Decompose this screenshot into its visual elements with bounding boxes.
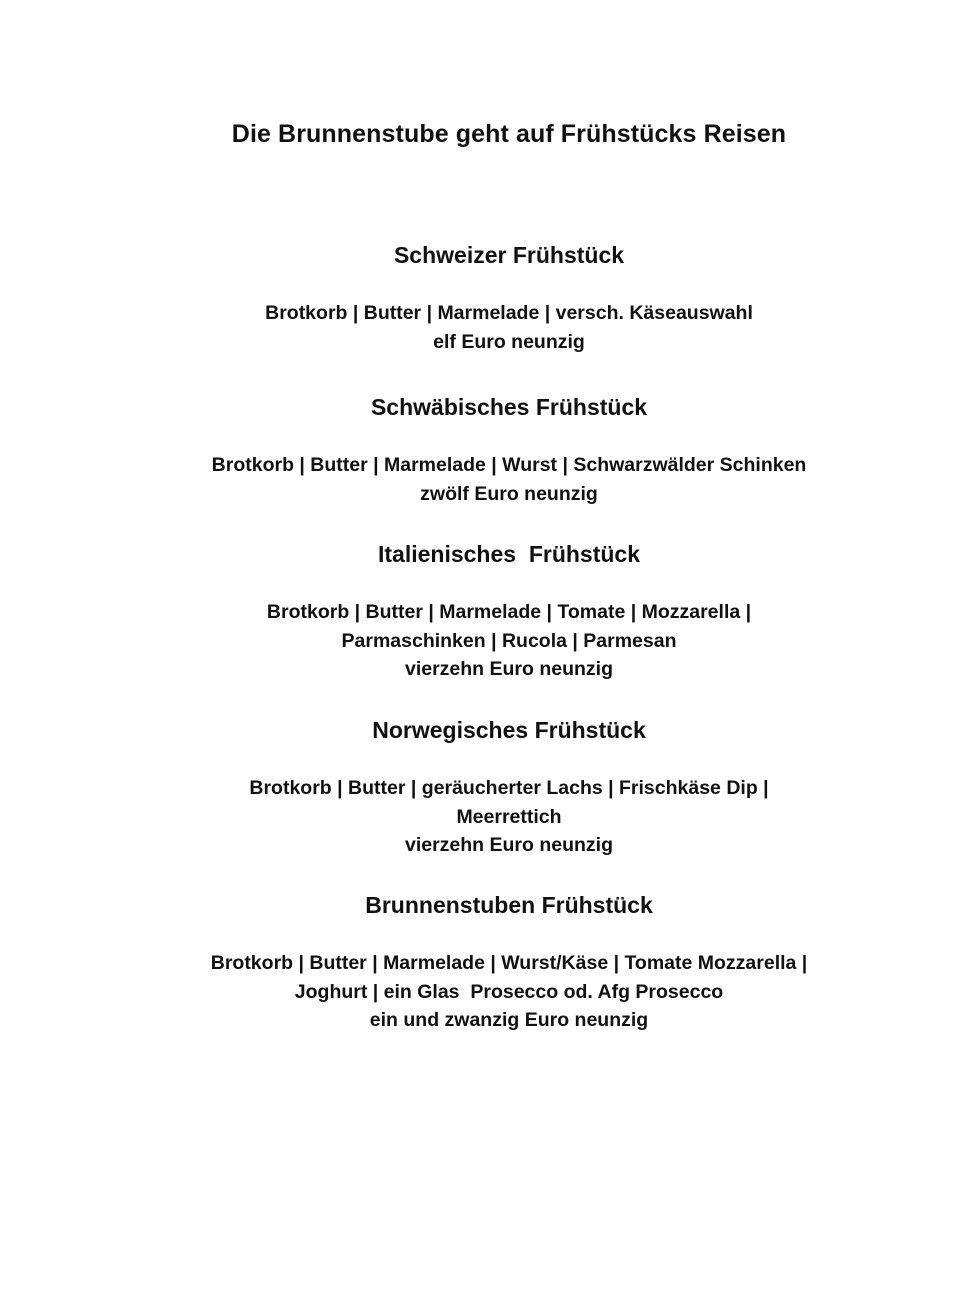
page-title: Die Brunnenstube geht auf Frühstücks Reisen: [231, 120, 787, 148]
item-line: Parmaschinken | Rucola | Parmesan: [341, 629, 677, 652]
item-line: Brotkorb | Butter | Marmelade | Wurst/Käse | Tomate Mozzarella |: [210, 952, 808, 974]
menu-section-schwaebisch: [0, 393, 953, 508]
menu-section-schweizer: [0, 241, 953, 356]
menu-section-brunnenstuben: [0, 891, 953, 1035]
section-heading: Brunnenstuben Frühstück: [365, 892, 653, 918]
section-items: [0, 949, 953, 1006]
section-price: vierzehn Euro neunzig: [404, 658, 614, 680]
item-line: Brotkorb | Butter | Marmelade | versch. Käseauswahl: [265, 302, 753, 324]
section-heading: Italienisches Frühstück: [377, 541, 641, 567]
section-items: [0, 774, 953, 831]
item-line: Meerrettich: [456, 805, 562, 828]
section-items: [0, 299, 953, 328]
section-heading: Schwäbisches Frühstück: [370, 394, 648, 420]
section-price: zwölf Euro neunzig: [420, 482, 598, 505]
section-price: vierzehn Euro neunzig: [404, 834, 614, 856]
item-line: Joghurt | ein Glas Prosecco od. Afg Prosecco: [294, 980, 724, 1003]
section-items: [0, 598, 953, 655]
section-price: elf Euro neunzig: [433, 330, 585, 353]
section-price: ein und zwanzig Euro neunzig: [369, 1009, 649, 1031]
menu-section-italienisch: [0, 540, 953, 684]
menu-section-norwegisch: [0, 716, 953, 860]
section-heading: Schweizer Frühstück: [393, 242, 625, 268]
item-line: Brotkorb | Butter | geräucherter Lachs | Frischkäse Dip |: [249, 777, 769, 799]
item-line: Brotkorb | Butter | Marmelade | Wurst | Schwarzwälder Schinken: [211, 454, 807, 476]
item-line: Brotkorb | Butter | Marmelade | Tomate | Mozzarella |: [266, 601, 752, 623]
section-heading: Norwegisches Frühstück: [372, 717, 646, 743]
section-items: [0, 451, 953, 480]
